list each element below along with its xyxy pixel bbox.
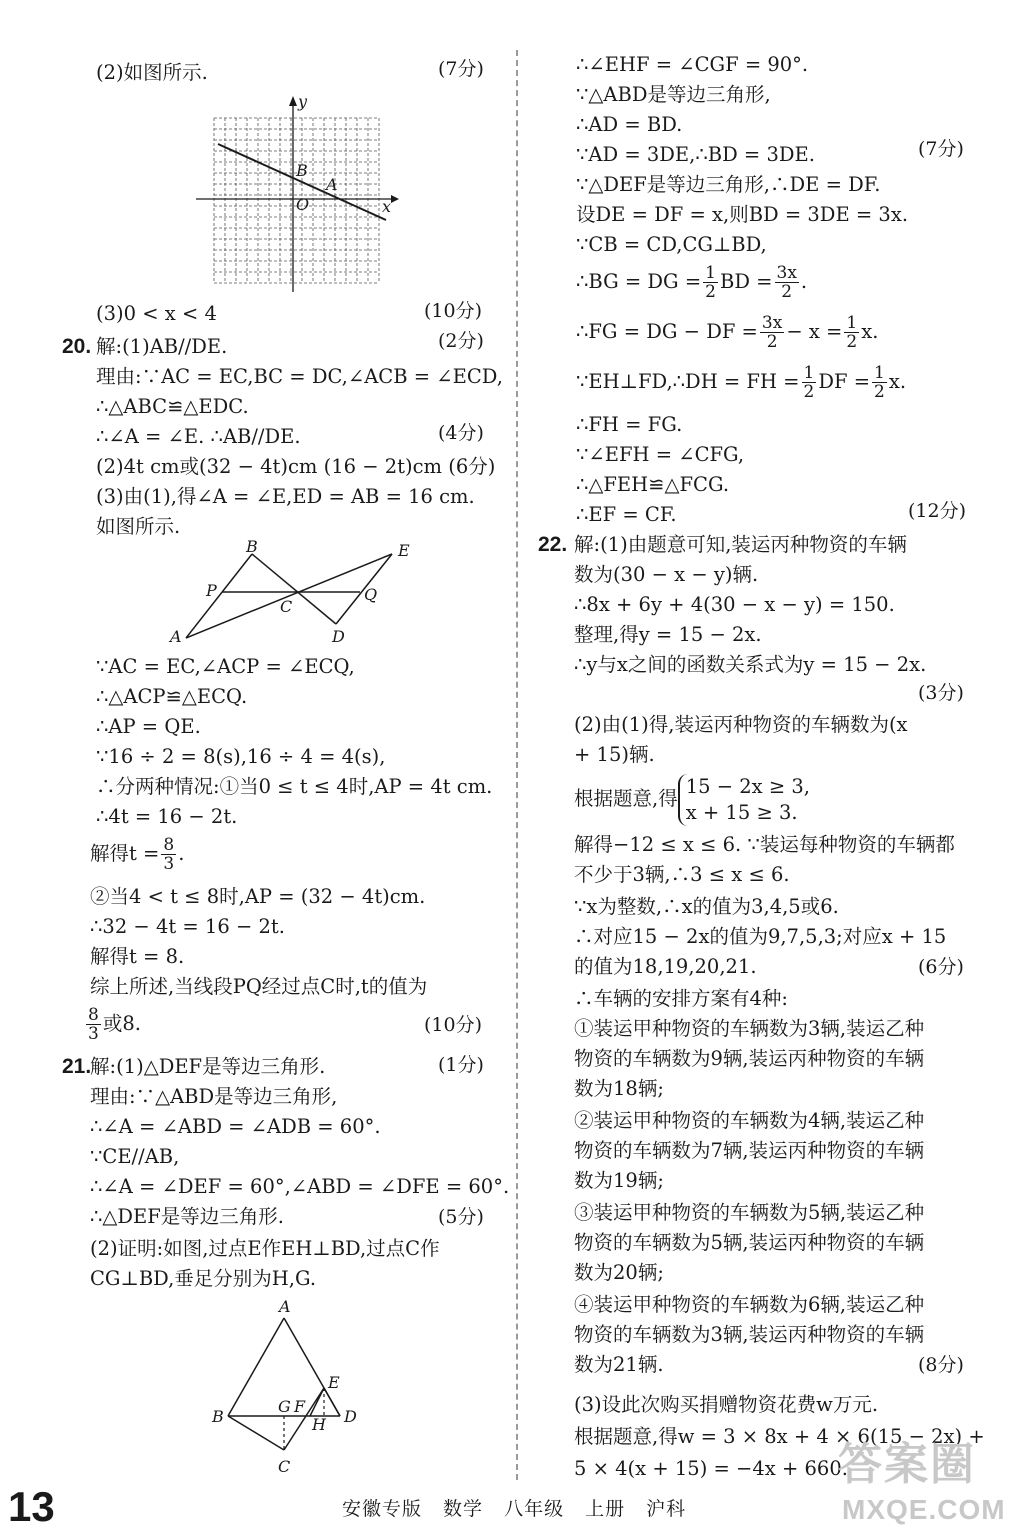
- answer-line: (2)证明:如图,过点E作EH⊥BD,过点C作: [90, 1237, 440, 1260]
- score-label: (2分): [438, 330, 484, 352]
- answer-line: 数为18辆;: [574, 1077, 664, 1100]
- answer-line: 物资的车辆数为7辆,装运丙种物资的车辆: [574, 1139, 925, 1162]
- answer-line: ③装运甲种物资的车辆数为5辆,装运乙种: [574, 1201, 925, 1224]
- answer-line: 根据题意,得 15 − 2x ≥ 3, x + 15 ≥ 3.: [574, 774, 810, 824]
- answer-line: 数为19辆;: [574, 1169, 664, 1192]
- score-label: (7分): [918, 138, 964, 160]
- answer-line: ②当4 < t ≤ 8时,AP = (32 − 4t)cm.: [90, 885, 426, 908]
- point-label-h: H: [312, 1415, 326, 1434]
- answer-line: ∴FG = DG − DF = $\frac{3x}{2}$ − x = $\frac{1}{2}$ x.: [576, 313, 879, 352]
- score-label: (10分): [424, 1014, 483, 1036]
- answer-line: ∴△ABC≌△EDC.: [96, 395, 249, 418]
- answer-line: 物资的车辆数为3辆,装运丙种物资的车辆: [574, 1323, 925, 1346]
- answer-line: ∴∠A = ∠E. ∴AB//DE.: [96, 425, 301, 448]
- point-label-e: E: [328, 1373, 340, 1392]
- answer-line: ∴△ACP≌△ECQ.: [96, 685, 248, 708]
- question-number: 21.: [62, 1055, 92, 1078]
- score-label: (1分): [438, 1054, 484, 1076]
- answer-line: 的值为18,19,20,21.: [574, 955, 757, 978]
- question-number: 22.: [538, 533, 568, 556]
- answer-line: ∵△DEF是等边三角形,∴DE = DF.: [576, 173, 881, 196]
- equilateral-triangle-figure: [206, 1296, 386, 1478]
- point-label-a: A: [170, 627, 182, 646]
- answer-line: 解得t = 8.: [90, 945, 185, 968]
- answer-line: ∴8x + 6y + 4(30 − x − y) = 150.: [574, 593, 895, 616]
- score-label: (4分): [438, 422, 484, 444]
- answer-line: CG⊥BD,垂足分别为H,G.: [90, 1267, 317, 1290]
- answer-line: + 15)辆.: [574, 743, 655, 766]
- fraction: $\frac{1}{2}$: [846, 313, 858, 352]
- score-label: (8分): [918, 1354, 964, 1376]
- fraction: $\frac{1}{2}$: [803, 363, 815, 402]
- answer-line: ∴FH = FG.: [576, 413, 683, 436]
- answer-line: ∴EF = CF.: [576, 503, 677, 526]
- y-axis-label: y: [298, 92, 308, 111]
- score-label: (10分): [424, 300, 483, 322]
- fraction: $\frac{8}{3}$: [163, 835, 175, 874]
- answer-line: ①装运甲种物资的车辆数为3辆,装运乙种: [574, 1017, 925, 1040]
- answer-line: (2)4t cm或(32 − 4t)cm (16 − 2t)cm (6分): [96, 455, 496, 478]
- triangle-figure-pq: [160, 538, 420, 650]
- answer-line: 物资的车辆数为5辆,装运丙种物资的车辆: [574, 1231, 925, 1254]
- point-label-c: C: [278, 1457, 291, 1476]
- answer-line: ∵AD = 3DE,∴BD = 3DE.: [576, 143, 815, 166]
- answer-line: 数为20辆;: [574, 1261, 664, 1284]
- answer-line: ∵△ABD是等边三角形,: [576, 83, 771, 106]
- math-text: 解得t =: [90, 842, 160, 865]
- point-label-c: C: [280, 597, 293, 616]
- x-axis-label: x: [382, 197, 392, 216]
- answer-line: 解得−12 ≤ x ≤ 6. ∵装运每种物资的车辆都: [574, 833, 955, 856]
- answer-line: 如图所示.: [96, 515, 181, 538]
- score-label: (3分): [918, 682, 964, 704]
- inequality-system: 15 − 2x ≥ 3, x + 15 ≥ 3.: [678, 774, 810, 826]
- point-label-f: F: [294, 1397, 306, 1416]
- score-label: (7分): [438, 58, 484, 80]
- page-number: 13: [8, 1483, 55, 1530]
- answer-line: (3)0 < x < 4: [96, 302, 217, 325]
- answer-line: ∵∠EFH = ∠CFG,: [576, 443, 745, 466]
- answer-line: (2)由(1)得,装运丙种物资的车辆数为(x: [574, 713, 908, 736]
- answer-line: 综上所述,当线段PQ经过点C时,t的值为: [90, 975, 428, 998]
- answer-line: ∴△DEF是等边三角形.: [90, 1205, 285, 1228]
- answer-line: $\frac{8}{3}$ 或8.: [88, 1005, 141, 1044]
- answer-line: 解得t = $\frac{8}{3}$ .: [90, 835, 185, 874]
- answer-line: ∵CE//AB,: [90, 1145, 180, 1168]
- score-label: (5分): [438, 1206, 484, 1228]
- answer-line: 5 × 4(x + 15) = −4x + 660.: [574, 1457, 848, 1480]
- watermark-logo: 答案圈 MXQE.COM: [838, 1440, 1006, 1525]
- answer-line: 根据题意,得w = 3 × 8x + 4 × 6(15 − 2x) +: [574, 1425, 985, 1448]
- answer-line: 设DE = DF = x,则BD = 3DE = 3x.: [576, 203, 909, 226]
- answer-line: ∴∠A = ∠DEF = 60°,∠ABD = ∠DFE = 60°.: [90, 1175, 510, 1198]
- answer-line: ∴△FEH≌△FCG.: [576, 473, 730, 496]
- point-label-e: E: [398, 541, 410, 560]
- fraction: $\frac{1}{2}$: [874, 363, 885, 402]
- point-label-q: Q: [364, 585, 378, 604]
- point-label-p: P: [206, 581, 217, 600]
- answer-line: ∵CB = CD,CG⊥BD,: [576, 233, 767, 256]
- column-divider: [516, 50, 518, 1480]
- point-label-b: B: [296, 161, 308, 180]
- score-label: (12分): [908, 500, 967, 522]
- point-label-a: A: [326, 175, 338, 194]
- point-label-b: B: [212, 1407, 224, 1426]
- answer-line: ∴对应15 − 2x的值为9,7,5,3;对应x + 15: [574, 925, 947, 948]
- point-label-d: D: [344, 1407, 357, 1426]
- answer-line: ∴AP = QE.: [96, 715, 201, 738]
- answer-line: 整理,得y = 15 − 2x.: [574, 623, 762, 646]
- answer-line: (2)如图所示.: [96, 61, 208, 84]
- answer-line: 理由:∵AC = EC,BC = DC,∠ACB = ∠ECD,: [96, 365, 503, 388]
- answer-line: ∴分两种情况:①当0 ≤ t ≤ 4时,AP = 4t cm.: [96, 775, 493, 798]
- answer-line: 解:(1)AB//DE.: [96, 335, 228, 358]
- point-label-d: D: [332, 627, 345, 646]
- answer-line: 物资的车辆数为9辆,装运丙种物资的车辆: [574, 1047, 925, 1070]
- answer-line: ∴∠EHF = ∠CGF = 90°.: [576, 53, 809, 76]
- point-label-a: A: [279, 1297, 291, 1316]
- question-number: 20.: [62, 335, 92, 358]
- answer-line: ∴BG = DG = $\frac{1}{2}$ BD = $\frac{3x}{2}$ .: [576, 263, 808, 302]
- answer-line: ∴4t = 16 − 2t.: [96, 805, 238, 828]
- fraction: $\frac{3x}{2}$: [776, 263, 797, 302]
- answer-line: 数为(30 − x − y)辆.: [574, 563, 759, 586]
- answer-line: 数为21辆.: [574, 1353, 664, 1376]
- answer-line: 解:(1)由题意可知,装运丙种物资的车辆: [574, 533, 907, 556]
- answer-line: 理由:∵△ABD是等边三角形,: [90, 1085, 338, 1108]
- answer-line: 不少于3辆,∴3 ≤ x ≤ 6.: [574, 863, 790, 886]
- fraction: $\frac{8}{3}$: [88, 1005, 99, 1044]
- answer-line: 解:(1)△DEF是等边三角形.: [90, 1055, 326, 1078]
- answer-line: ∴∠A = ∠ABD = ∠ADB = 60°.: [90, 1115, 381, 1138]
- answer-line: (3)由(1),得∠A = ∠E,ED = AB = 16 cm.: [96, 485, 475, 508]
- answer-line: ∵AC = EC,∠ACP = ∠ECQ,: [96, 655, 355, 678]
- book-info-footer: 安徽专版 数学 八年级 上册 沪科: [342, 1498, 687, 1520]
- point-label-g: G: [278, 1397, 291, 1416]
- answer-line: ∵x为整数,∴x的值为3,4,5或6.: [574, 895, 839, 918]
- coordinate-grid-figure: [196, 92, 396, 296]
- answer-line: ④装运甲种物资的车辆数为6辆,装运乙种: [574, 1293, 925, 1316]
- score-label: (6分): [918, 956, 964, 978]
- origin-label: O: [296, 195, 310, 214]
- fraction: $\frac{3x}{2}$: [761, 313, 783, 352]
- answer-line: ∴32 − 4t = 16 − 2t.: [90, 915, 285, 938]
- answer-line: (3)设此次购买捐赠物资花费w万元.: [574, 1393, 879, 1416]
- answer-line: ∴AD = BD.: [576, 113, 683, 136]
- answer-line: ∵EH⊥FD,∴DH = FH = $\frac{1}{2}$ DF = $\frac{1}{2}$ x.: [576, 363, 907, 402]
- point-label-b: B: [246, 537, 258, 556]
- fraction: $\frac{1}{2}$: [705, 263, 716, 302]
- answer-line: ②装运甲种物资的车辆数为4辆,装运乙种: [574, 1109, 925, 1132]
- answer-line: ∵16 ÷ 2 = 8(s),16 ÷ 4 = 4(s),: [96, 745, 386, 768]
- answer-line: ∴车辆的安排方案有4种:: [574, 987, 788, 1010]
- answer-line: ∴y与x之间的函数关系式为y = 15 − 2x.: [574, 653, 927, 676]
